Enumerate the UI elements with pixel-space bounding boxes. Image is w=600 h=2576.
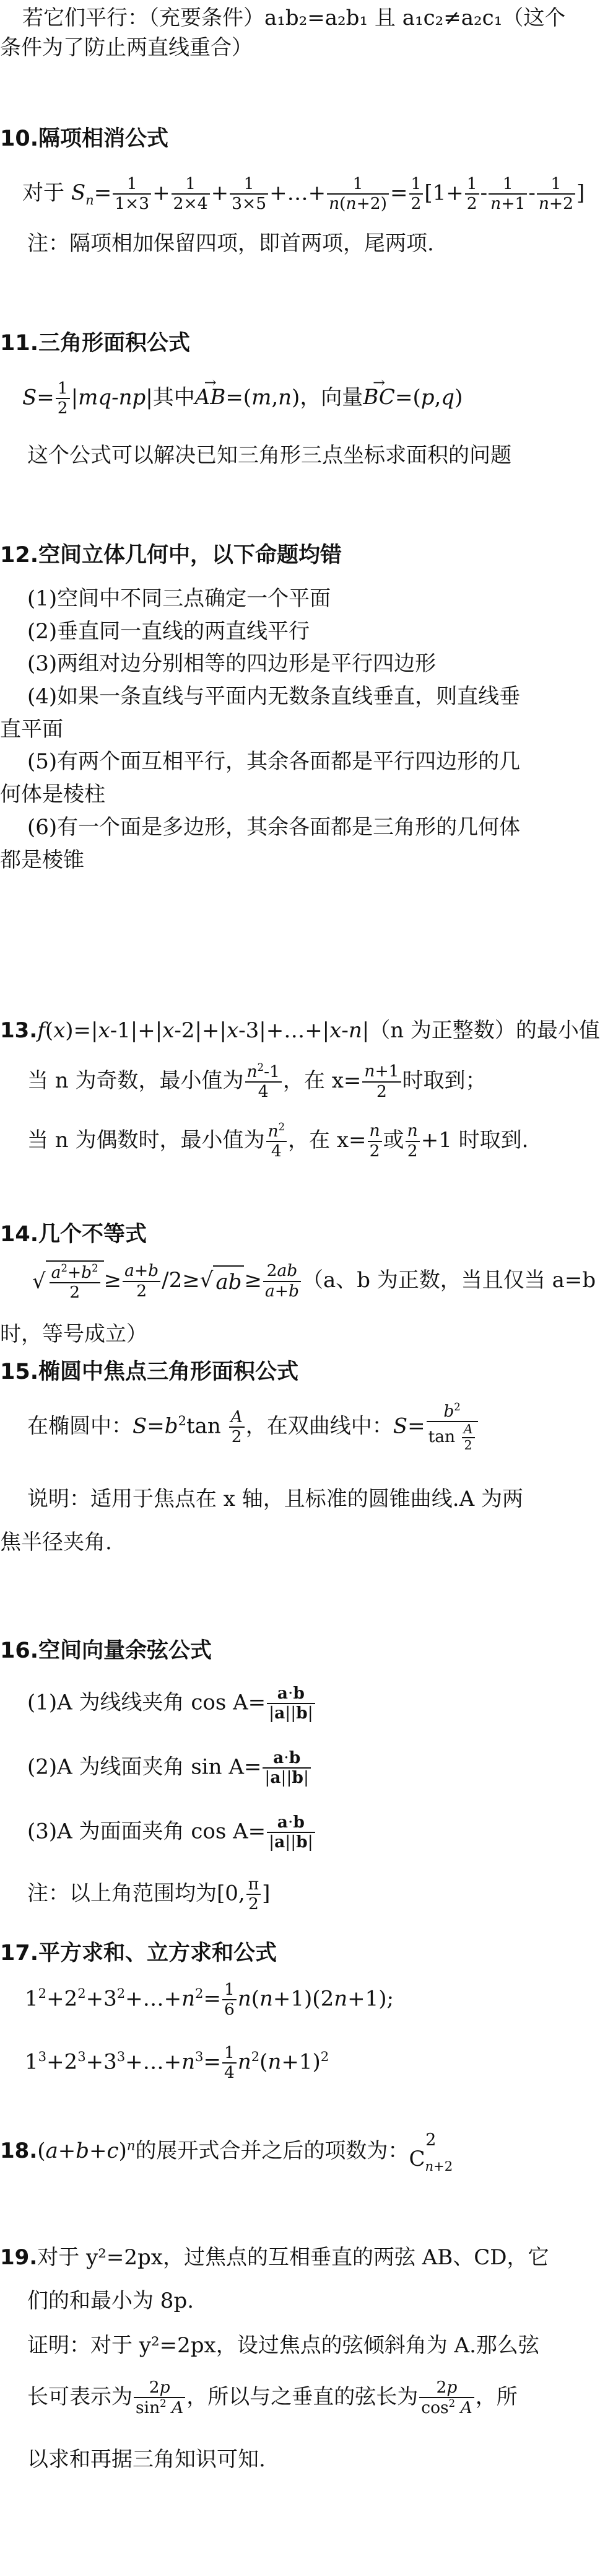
section-11 xyxy=(0,328,562,359)
section-12 xyxy=(0,540,562,571)
section-15-note-1: 说明：适用于焦点在 x 轴，且标准的圆锥曲线.A 为两 xyxy=(27,1487,523,1511)
section-13-even: 当 n 为偶数时，最小值为 $\frac{n^2}{4}$ ，在 x= $\frac{n}{2}$ 或 $\frac{n}{2}$ +1 时取到. xyxy=(27,1121,529,1161)
list-item: 都是棱锥 xyxy=(0,847,84,873)
section-16-item-3: (3)A 为面面夹角 cos A= $\frac{a\cdot b}{|a||b|}$ xyxy=(0,1813,562,1852)
intro-line-2: 条件为了防止两直线重合） xyxy=(0,35,253,60)
section-16-item-1: (1)A 为线线夹角 cos A= $\frac{a\cdot b}{|a||b|}$ xyxy=(0,1684,562,1723)
section-12-list xyxy=(0,582,562,876)
section-18: $18.(a+b+c)^n$的展开式合并之后的项数为： 2 $C_{n+2}$ xyxy=(0,2130,453,2174)
intro-line-1: 若它们平行：（充要条件）a₁b₂=a₂b₁ 且 a₁c₂≠a₂c₁（这个 xyxy=(22,6,566,30)
section-19-proof-3: 以求和再据三角知识可知. xyxy=(27,2447,266,2472)
section-19-proof-2: 长可表示为 $\frac{2p}{\sin^2 A}$ ，所以与之垂直的弦长为 $\frac{2p}{\cos^2 A}$ ，所 xyxy=(27,2378,518,2418)
section-17-cubes: $1^3+2^3+3^3+\dots+n^3=$ $\frac{1}{4}$ $n^2(n+1)^2$ xyxy=(25,2043,329,2083)
list-item: (2)垂直同一直线的两直线平行 xyxy=(27,618,310,644)
section-17-squares: $1^2+2^2+3^2+\dots+n^2=$ $\frac{1}{6}$ n(n+1)(2n+1); xyxy=(25,1980,394,2020)
section-14-title: 14.几个不等式 xyxy=(0,1222,147,1247)
section-13-title: 13.f(x)=|x-1|+|x-2|+|x-3|+…+|x-n|（n 为正整数）的最小值 xyxy=(0,1018,600,1043)
section-19-line-2: 们的和最小为 8p. xyxy=(27,2288,194,2313)
section-14-formula: √ $\frac{a^2+b^2}{2}$ ≥ $\frac{a+b}{2}$ /2≥√ ab ≥ $\frac{2ab}{a+b}$ （a、b 为正数，当且仅当 a=b xyxy=(32,1261,596,1303)
list-item: 何体是棱柱 xyxy=(0,782,105,807)
section-13-odd: 当 n 为奇数，最小值为 $\frac{n^2-1}{4}$ ，在 x= $\frac{n+1}{2}$ 时取到； xyxy=(27,1062,487,1102)
section-15-note-2: 焦半径夹角. xyxy=(0,1530,112,1555)
list-item: (3)两组对边分别相等的四边形是平行四边形 xyxy=(27,651,437,677)
section-19-proof-1: 证明：对于 y²=2px，设过焦点的弦倾斜角为 A.那么弦 xyxy=(27,2333,539,2358)
section-14-cond2: 时，等号成立） xyxy=(0,1322,147,1347)
section-19-line-1: 19.对于 y²=2px，过焦点的互相垂直的两弦 AB、CD，它 xyxy=(0,2245,549,2270)
section-10-formula: 对于 $S_n=$ $\frac{1}{1\times 3}$ + $\frac{1}{2\times 4}$ + $\frac{1}{3\times 5}$ +…+ $\frac{1}{n(n+2)}$ = $\frac{1}{2}$ [1+ $\frac{1}{2}$ - $\frac{1}{n+1}$ - $\frac{1}{n+2}$ ] xyxy=(22,174,585,214)
section-11-title: 11.三角形面积公式 xyxy=(0,331,191,356)
list-item: 直平面 xyxy=(0,716,63,742)
section-16-item-2: (2)A 为线面夹角 sin A= $\frac{a\cdot b}{|a||b|}$ xyxy=(0,1749,562,1788)
section-10 xyxy=(0,124,562,154)
section-16-note: 注：以上角范围均为[0, $\frac{\pi}{2}$ ] xyxy=(27,1875,271,1914)
section-11-desc: 这个公式可以解决已知三角形三点坐标求面积的问题 xyxy=(27,443,511,468)
section-15 xyxy=(0,1357,562,1387)
list-item: (4)如果一条直线与平面内无数条直线垂直，则直线垂 xyxy=(27,684,521,710)
intro-block xyxy=(0,4,566,63)
section-10-title: 10.隔项相消公式 xyxy=(0,126,169,151)
section-16 xyxy=(0,1636,562,1666)
section-15-formula: 在椭圆中：$S=b^2\tan$ $\frac{A}{2}$ ，在双曲线中：S= $b^2$ tan $\frac{A}{2}$ xyxy=(0,1402,562,1453)
list-item: (5)有两个面互相平行，其余各面都是平行四边形的几 xyxy=(27,749,521,775)
section-17 xyxy=(0,1938,562,1969)
section-14 xyxy=(0,1220,562,1250)
list-item: (6)有一个面是多边形，其余各面都是三角形的几何体 xyxy=(27,814,521,840)
section-15-title: 15.椭圆中焦点三角形面积公式 xyxy=(0,1360,299,1384)
section-17-title: 17.平方求和、立方求和公式 xyxy=(0,1941,277,1966)
section-16-title: 16.空间向量余弦公式 xyxy=(0,1638,212,1663)
section-12-title: 12.空间立体几何中，以下命题均错 xyxy=(0,543,342,568)
section-11-formula: S= $\frac{1}{2}$ |mq-np|其中→ AB=(m,n)，向量→ BC=(p,q) xyxy=(0,379,562,418)
list-item: (1)空间中不同三点确定一个平面 xyxy=(27,586,331,611)
section-10-note: 注：隔项相加保留四项，即首两项，尾两项. xyxy=(27,231,434,256)
